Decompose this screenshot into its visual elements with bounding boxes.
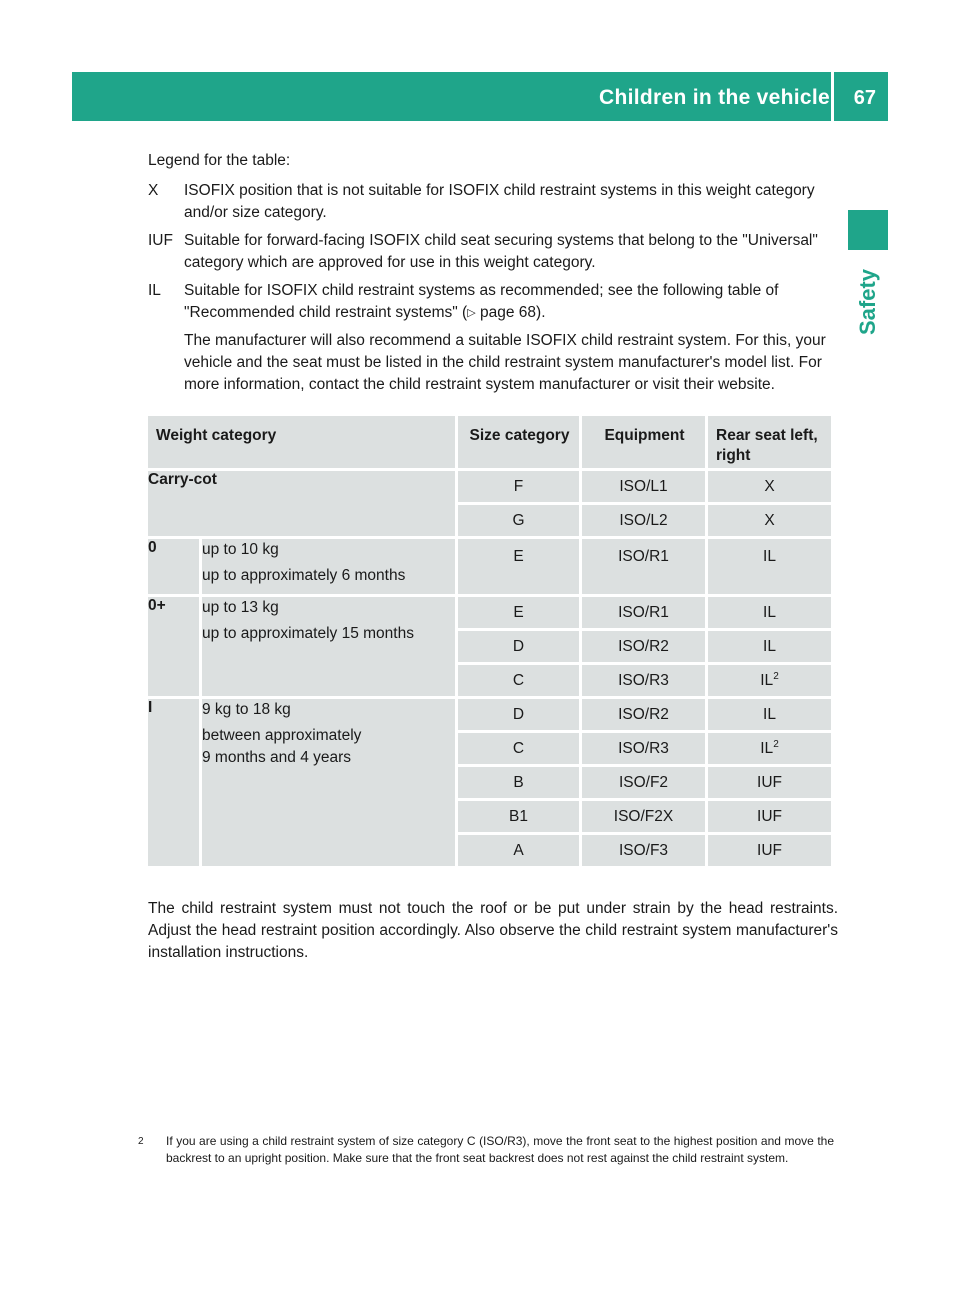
legend-key: IL bbox=[148, 282, 161, 299]
age-line: up to approximately 6 months bbox=[202, 567, 406, 584]
legend-key: X bbox=[148, 182, 159, 199]
equipment: ISO/R1 bbox=[582, 597, 708, 631]
rear-seat bbox=[708, 733, 834, 767]
header-divider bbox=[831, 72, 834, 121]
weight-category: 0 bbox=[148, 539, 202, 597]
size-category: B1 bbox=[458, 801, 582, 835]
rear-seat-value: IL bbox=[760, 740, 774, 757]
equipment: ISO/F2 bbox=[582, 767, 708, 801]
legend-entry bbox=[148, 180, 838, 224]
column-header: Equipment bbox=[582, 416, 708, 471]
age-line: up to approximately 15 months bbox=[202, 625, 414, 642]
footnote-ref: 2 bbox=[773, 670, 779, 682]
page-header bbox=[72, 72, 888, 121]
rear-seat: IUF bbox=[708, 801, 834, 835]
rear-seat: IUF bbox=[708, 767, 834, 801]
page-number: 67 bbox=[853, 87, 876, 109]
rear-seat: IL bbox=[708, 699, 834, 733]
table-row bbox=[148, 471, 834, 505]
legend-text bbox=[184, 280, 838, 324]
equipment: ISO/F3 bbox=[582, 835, 708, 869]
size-category: A bbox=[458, 835, 582, 869]
weight-line: up to 10 kg bbox=[202, 541, 279, 558]
column-header: Rear seat left, right bbox=[708, 416, 834, 471]
page-reference-link[interactable]: page 68). bbox=[480, 304, 546, 321]
equipment: ISO/R2 bbox=[582, 631, 708, 665]
weight-description bbox=[202, 539, 458, 597]
legend-text: ISOFIX position that is not suitable for ISOFIX child restraint systems in this weight category and/or size category. bbox=[184, 182, 815, 221]
triangle-right-icon: ▷ bbox=[467, 307, 476, 319]
side-tab-marker bbox=[848, 210, 888, 250]
rear-seat: IUF bbox=[708, 835, 834, 869]
weight-category: Carry-cot bbox=[148, 471, 458, 539]
weight-category: I bbox=[148, 699, 202, 869]
age-line: 9 months and 4 years bbox=[202, 749, 352, 766]
legend-entry bbox=[148, 280, 838, 396]
rear-seat: X bbox=[708, 471, 834, 505]
weight-description bbox=[202, 699, 458, 869]
side-tab-label: Safety bbox=[855, 268, 881, 336]
footnote-text: If you are using a child restraint system of size category C (ISO/R3), move the front seat to the highest position and move the backrest to an upright position. Make sure that the front seat backrest does not rest against the child restraint system. bbox=[166, 1134, 834, 1165]
rear-seat bbox=[708, 665, 834, 699]
legend-entry bbox=[148, 230, 838, 274]
column-header: Size category bbox=[458, 416, 582, 471]
legend-text-note: The manufacturer will also recommend a suitable ISOFIX child restraint system. For this, your vehicle and the seat must be listed in the child restraint system manufacturer's model list. For more information, contact the child restraint system manufacturer or visit their website. bbox=[184, 332, 826, 393]
table-row bbox=[148, 597, 834, 631]
age-line: between approximately bbox=[202, 727, 362, 744]
rear-seat: X bbox=[708, 505, 834, 539]
footnote-ref: 2 bbox=[773, 738, 779, 750]
column-header: Weight category bbox=[148, 416, 458, 471]
equipment: ISO/R3 bbox=[582, 665, 708, 699]
weight-line: 9 kg to 18 kg bbox=[202, 701, 291, 718]
equipment: ISO/R1 bbox=[582, 539, 708, 597]
legend-key: IUF bbox=[148, 232, 173, 249]
equipment: ISO/R3 bbox=[582, 733, 708, 767]
rear-seat: IL bbox=[708, 631, 834, 665]
footnote-mark: 2 bbox=[138, 1136, 144, 1147]
legend-title: Legend for the table: bbox=[148, 152, 291, 169]
weight-line: up to 13 kg bbox=[202, 599, 279, 616]
rear-seat-value: IL bbox=[760, 672, 774, 689]
rear-seat: IL bbox=[708, 539, 834, 597]
weight-description bbox=[202, 597, 458, 699]
legend-text-part: Suitable for ISOFIX child restraint systems as recommended; see the following table of "Recommended child restraint systems" ( bbox=[184, 282, 779, 321]
rear-seat: IL bbox=[708, 597, 834, 631]
weight-category: 0+ bbox=[148, 597, 202, 699]
equipment: ISO/R2 bbox=[582, 699, 708, 733]
table-row bbox=[148, 699, 834, 733]
size-category: D bbox=[458, 699, 582, 733]
size-category: G bbox=[458, 505, 582, 539]
size-category: E bbox=[458, 539, 582, 597]
equipment: ISO/L2 bbox=[582, 505, 708, 539]
footnote bbox=[138, 1133, 834, 1167]
size-category: E bbox=[458, 597, 582, 631]
legend-text: Suitable for forward-facing ISOFIX child seat securing systems that belong to the "Universal" category which are approved for use in this weight category. bbox=[184, 232, 818, 271]
section-title: Children in the vehicle bbox=[599, 86, 830, 109]
legend bbox=[148, 150, 838, 402]
size-category: F bbox=[458, 471, 582, 505]
body-paragraph: The child restraint system must not touch the roof or be put under strain by the head restraints. Adjust the head restraint position accordingly. Also observe the child restraint system manufacturer's installation instructions. bbox=[148, 900, 838, 961]
equipment: ISO/L1 bbox=[582, 471, 708, 505]
side-tab bbox=[846, 262, 890, 342]
size-category: C bbox=[458, 733, 582, 767]
equipment: ISO/F2X bbox=[582, 801, 708, 835]
isofix-table bbox=[148, 416, 834, 869]
table-header-row bbox=[148, 416, 834, 471]
size-category: B bbox=[458, 767, 582, 801]
size-category: D bbox=[458, 631, 582, 665]
size-category: C bbox=[458, 665, 582, 699]
table-row bbox=[148, 539, 834, 597]
